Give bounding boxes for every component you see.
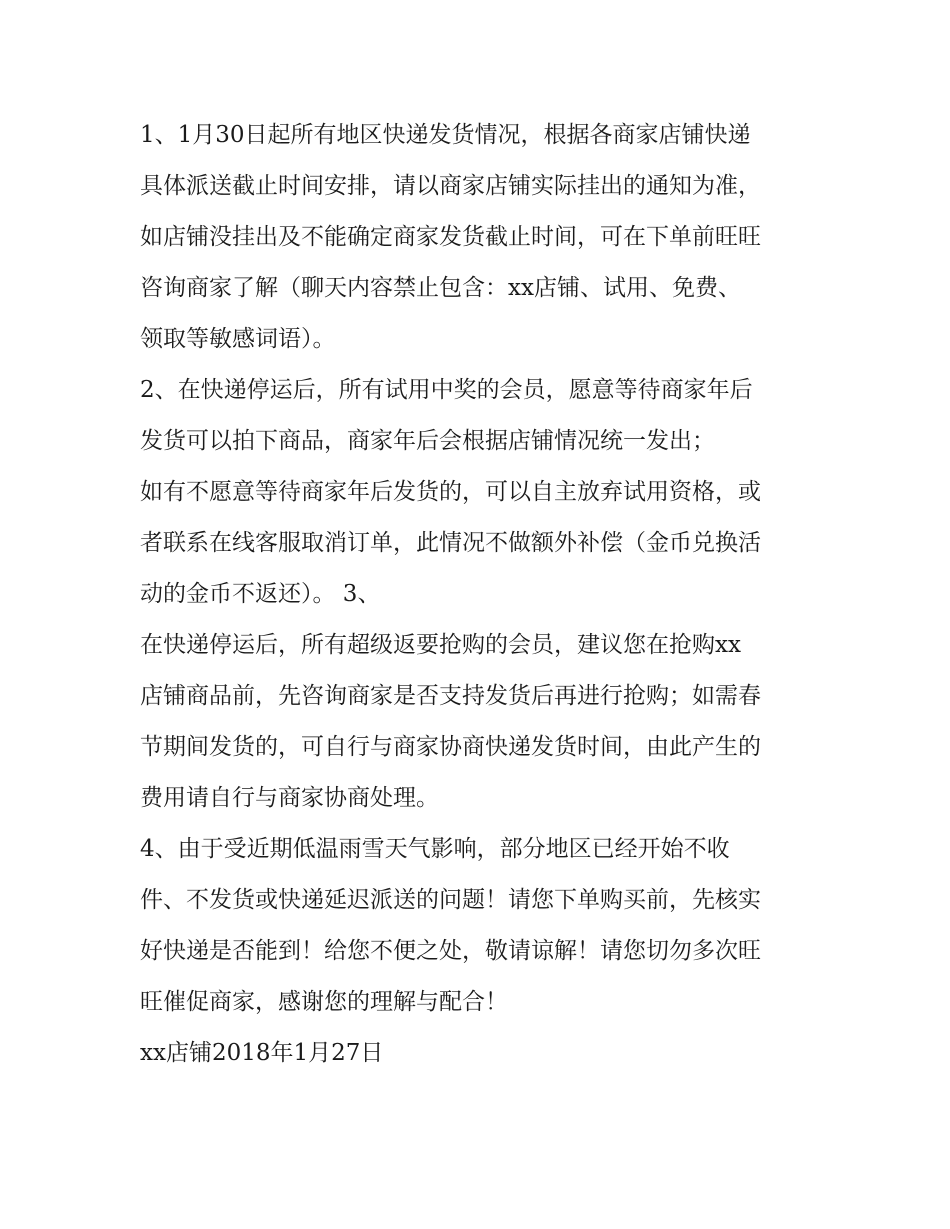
text-line: 费用请自行与商家协商处理。 — [140, 785, 439, 811]
text-line: 者联系在线客服取消订单，此情况不做额外补偿（金币兑换活 — [140, 530, 761, 556]
text-line: 店铺商品前，先咨询商家是否支持发货后再进行抢购；如需春 — [140, 683, 761, 709]
text-line: 旺催促商家，感谢您的理解与配合！ — [140, 989, 508, 1015]
text-line: 节期间发货的，可自行与商家协商快递发货时间，由此产生的 — [140, 734, 761, 760]
text-line: 具体派送截止时间安排，请以商家店铺实际挂出的通知为准， — [140, 173, 761, 199]
text-line: 咨询商家了解（聊天内容禁止包含：xx店铺、试用、免费、 — [140, 275, 741, 301]
notice-text — [140, 110, 830, 1079]
text-line: 好快递是否能到！给您不便之处，敬请谅解！请您切勿多次旺 — [140, 938, 761, 964]
text-line: 如店铺没挂出及不能确定商家发货截止时间，可在下单前旺旺 — [140, 224, 761, 250]
text-line: 4、由于受近期低温雨雪天气影响，部分地区已经开始不收 — [140, 836, 730, 862]
text-line: 1、1月30日起所有地区快递发货情况，根据各商家店铺快递 — [140, 122, 751, 148]
text-line: 发货可以拍下商品，商家年后会根据店铺情况统一发出； — [140, 428, 715, 454]
signature-date-line: xx店铺2018年1月27日 — [140, 1040, 384, 1066]
text-line: 如有不愿意等待商家年后发货的，可以自主放弃试用资格，或 — [140, 479, 761, 505]
text-line: 在快递停运后，所有超级返要抢购的会员，建议您在抢购xx — [140, 632, 741, 658]
text-line: 件、不发货或快递延迟派送的问题！请您下单购买前，先核实 — [140, 887, 761, 913]
text-line: 2、在快递停运后，所有试用中奖的会员，愿意等待商家年后 — [140, 377, 753, 403]
text-line: 领取等敏感词语）。 — [140, 326, 336, 352]
text-line: 动的金币不返还）。 3、 — [140, 581, 381, 607]
